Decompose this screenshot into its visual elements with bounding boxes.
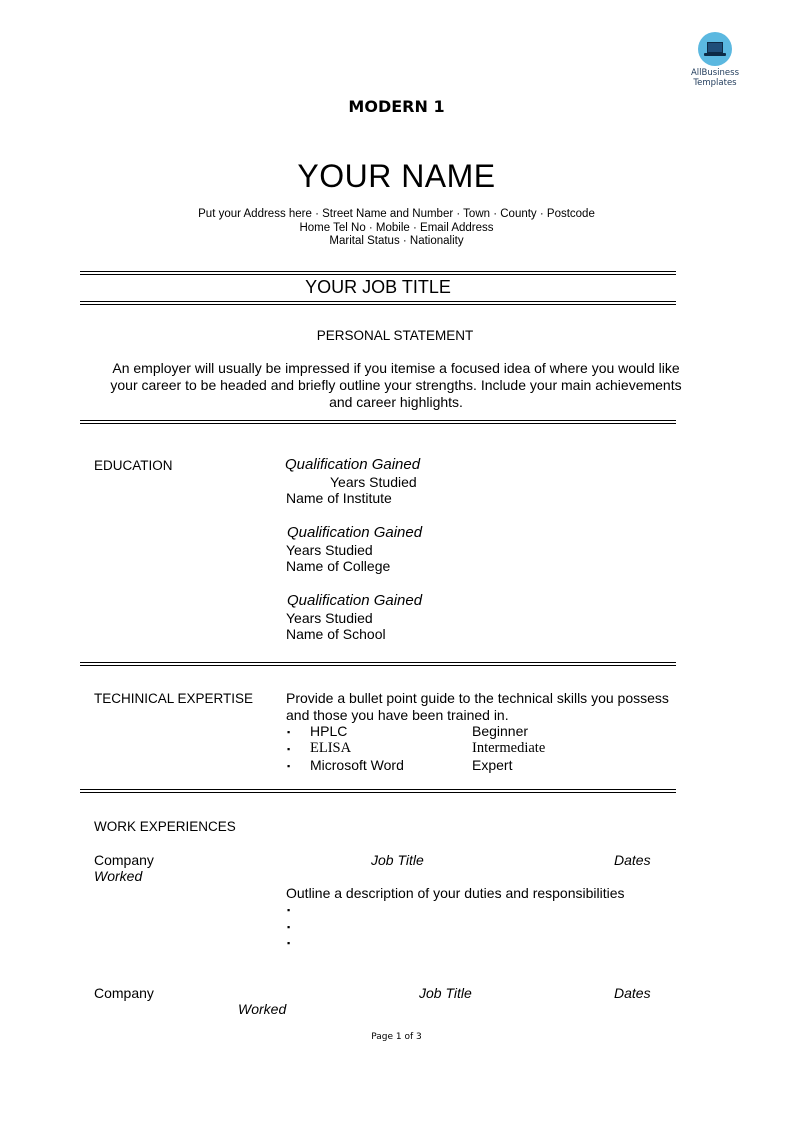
- document-heading: MODERN 1: [348, 97, 445, 116]
- job-title: YOUR JOB TITLE: [305, 277, 451, 297]
- qualification: Qualification Gained: [287, 592, 423, 609]
- qualification: Qualification Gained: [285, 456, 421, 473]
- skill-name: HPLC: [310, 723, 348, 739]
- contact-block: [0, 208, 793, 249]
- institute-name: Name of School: [286, 626, 386, 642]
- bullet-icon: ▪: [287, 744, 291, 754]
- years-studied: Years Studied: [286, 610, 373, 626]
- bullet-icon: ▪: [287, 938, 291, 948]
- divider: [80, 662, 676, 666]
- laptop-icon: [698, 32, 732, 66]
- years-studied: Years Studied: [286, 542, 373, 558]
- work-heading: WORK EXPERIENCES: [94, 819, 236, 834]
- skill-level: Expert: [472, 757, 513, 773]
- status-line: Marital Status · Nationality: [329, 235, 464, 247]
- skill-level: Beginner: [472, 723, 529, 739]
- institute-name: Name of College: [286, 558, 391, 574]
- work-job-title: Job Title: [419, 985, 472, 1001]
- company-name: Company: [94, 852, 154, 868]
- institute-name: Name of Institute: [286, 490, 392, 506]
- education-heading: EDUCATION: [94, 458, 173, 473]
- technical-intro: Provide a bullet point guide to the technical skills you possess and those you have been trained in.: [286, 690, 669, 723]
- technical-heading: TECHINICAL EXPERTISE: [94, 691, 254, 706]
- worked-label: Worked: [238, 1001, 287, 1017]
- duties-description: Outline a description of your duties and responsibilities: [286, 885, 625, 901]
- bullet-icon: ▪: [287, 922, 291, 932]
- address-line: Put your Address here · Street Name and Number · Town · County · Postcode: [198, 208, 595, 220]
- allbusiness-logo: [685, 32, 745, 88]
- phone-email-line: Home Tel No · Mobile · Email Address: [299, 221, 494, 234]
- personal-statement-body: An employer will usually be impressed if you itemise a focused idea of where you would like your career to be headed and briefly outline your strengths. Include your main achievements and career highlights.: [110, 360, 682, 410]
- worked-label: Worked: [94, 868, 143, 884]
- divider: [80, 789, 676, 793]
- logo-text: AllBusiness Templates: [690, 68, 740, 88]
- company-name: Company: [94, 985, 154, 1001]
- personal-statement-heading: PERSONAL STATEMENT: [316, 328, 474, 343]
- bullet-icon: ▪: [287, 905, 291, 915]
- work-job-title: Job Title: [371, 852, 424, 868]
- skill-name: Microsoft Word: [310, 757, 404, 773]
- bullet-icon: ▪: [287, 761, 291, 771]
- divider: [80, 271, 676, 275]
- divider: [80, 301, 676, 305]
- bullet-icon: ▪: [287, 727, 291, 737]
- your-name: YOUR NAME: [297, 158, 496, 194]
- work-dates: Dates: [614, 852, 651, 868]
- work-dates: Dates: [614, 985, 651, 1001]
- skill-name: ELISA: [310, 740, 352, 756]
- years-studied: Years Studied: [330, 474, 417, 490]
- qualification: Qualification Gained: [287, 524, 423, 541]
- skill-level: Intermediate: [472, 740, 546, 756]
- divider: [80, 420, 676, 424]
- page-number: Page 1 of 3: [371, 1032, 422, 1042]
